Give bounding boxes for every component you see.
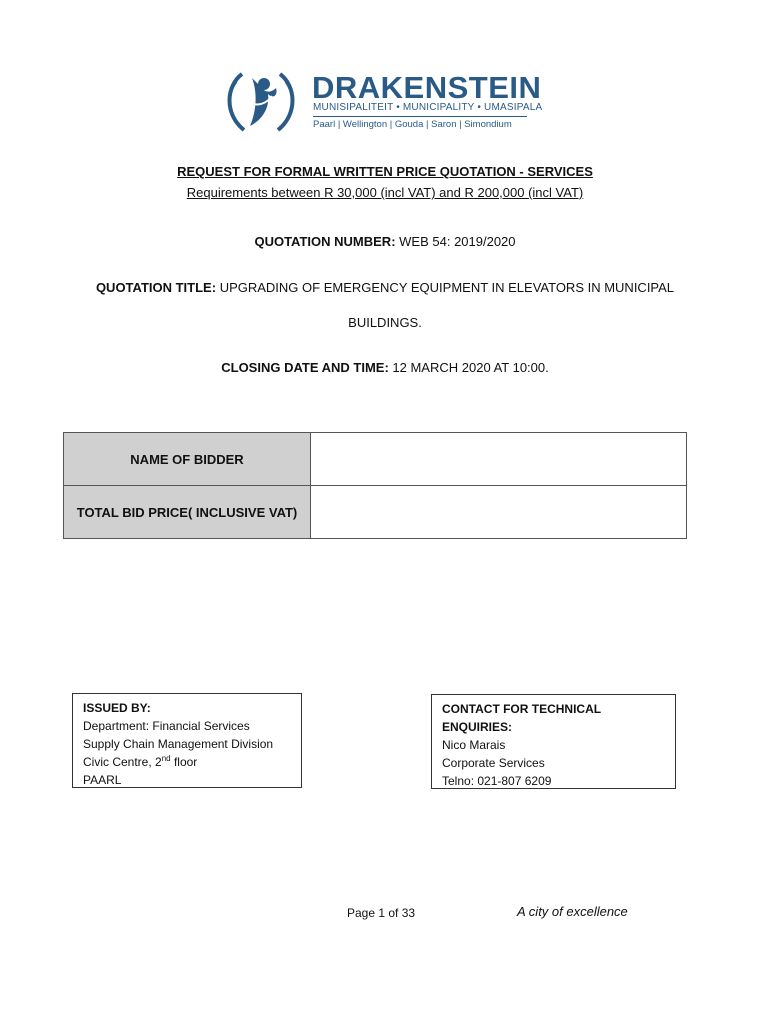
brand-towns: Paarl | Wellington | Gouda | Saron | Simondium	[313, 119, 512, 130]
drakenstein-logo	[222, 64, 543, 136]
issued-by-city: PAARL	[83, 773, 122, 787]
requirements-line: Requirements between R 30,000 (incl VAT) and R 200,000 (incl VAT)	[186, 185, 584, 200]
brand-subtitle: MUNISIPALITEIT • MUNICIPALITY • UMASIPALA	[313, 102, 543, 113]
quotation-number-label: QUOTATION NUMBER:	[254, 234, 396, 249]
quotation-number-value: WEB 54: 2019/2020	[399, 234, 516, 249]
document-title: REQUEST FOR FORMAL WRITTEN PRICE QUOTATION - SERVICES	[177, 164, 593, 179]
table-row	[64, 486, 687, 539]
quotation-title-label: QUOTATION TITLE:	[95, 280, 217, 295]
bidder-name-label: NAME OF BIDDER	[64, 433, 311, 486]
page-number: Page 1 of 33	[347, 906, 416, 920]
quotation-title-continued: BUILDINGS.	[348, 315, 422, 330]
contact-telephone: Telno: 021-807 6209	[442, 774, 552, 788]
quotation-title-value: UPGRADING OF EMERGENCY EQUIPMENT IN ELEVATORS IN MUNICIPAL	[219, 280, 675, 295]
bidder-name-field[interactable]	[311, 433, 687, 486]
issued-by-box	[72, 693, 302, 788]
logo-divider	[313, 116, 527, 117]
quotation-number	[0, 234, 770, 249]
issued-by-title: ISSUED BY:	[83, 701, 151, 715]
contact-name: Nico Marais	[442, 738, 506, 752]
closing-date-value: 12 MARCH 2020 AT 10:00.	[392, 360, 549, 375]
contact-title: CONTACT FOR TECHNICAL ENQUIRIES:	[442, 702, 601, 734]
issued-by-address: Civic Centre, 2nd floor	[83, 754, 198, 769]
closing-date	[0, 360, 770, 375]
bid-price-label: TOTAL BID PRICE( INCLUSIVE VAT)	[64, 486, 311, 539]
brand-name: DRAKENSTEIN	[312, 70, 542, 105]
contact-department: Corporate Services	[442, 756, 545, 770]
issued-by-division: Supply Chain Management Division	[83, 737, 274, 751]
footer-motto: A city of excellence	[517, 904, 628, 919]
table-row	[64, 433, 687, 486]
bid-table	[63, 432, 687, 539]
bid-price-field[interactable]	[311, 486, 687, 539]
municipality-emblem-icon	[222, 64, 300, 136]
closing-date-label: CLOSING DATE AND TIME:	[221, 360, 389, 375]
issued-by-department: Department: Financial Services	[83, 719, 250, 733]
technical-contact-box	[431, 694, 676, 789]
quotation-title	[0, 280, 770, 295]
